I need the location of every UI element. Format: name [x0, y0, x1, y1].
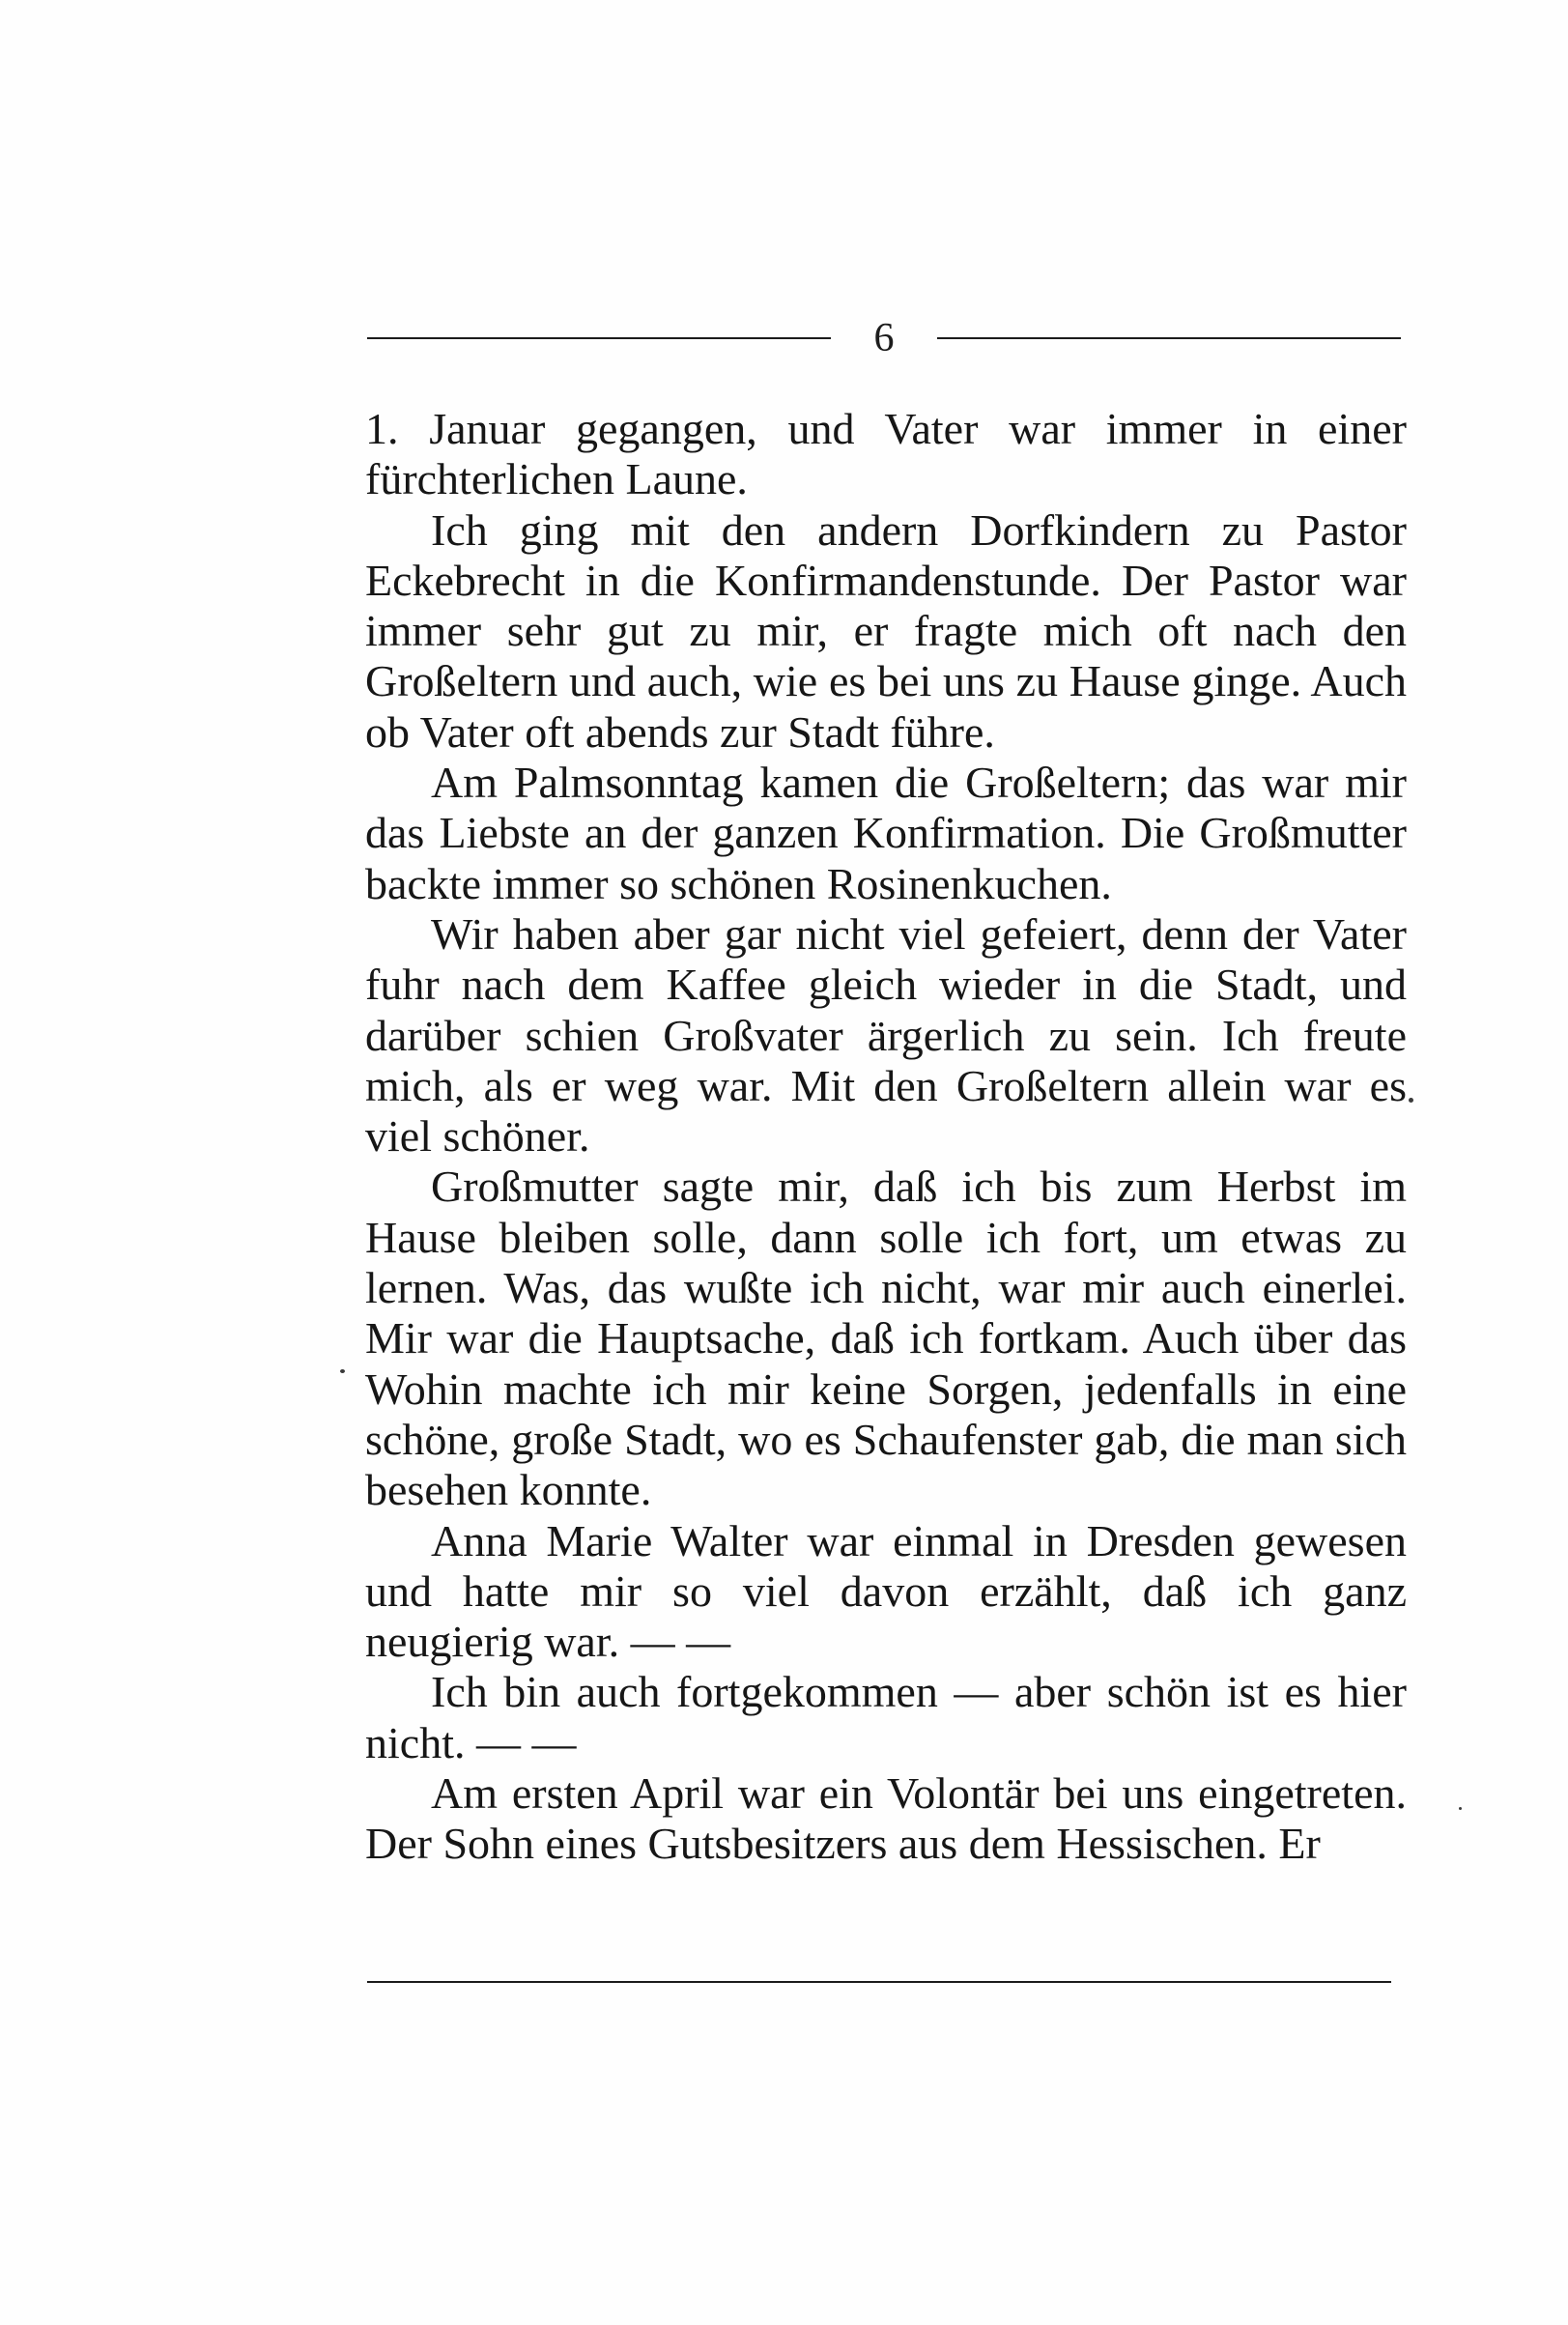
header-rule-right — [937, 337, 1401, 339]
paragraph: Am Palmsonntag kamen die Großeltern; das war mir das Liebste an der ganzen Konfirmation. Die Großmutter backte immer so schönen Rosinenkuchen. — [365, 758, 1407, 908]
paragraph: Großmutter sagte mir, daß ich bis zum Herbst im Hause bleiben solle, dann solle ich fort, um etwas zu lernen. Was, das wußte ich nicht, war mir auch einerlei. Mir war die Hauptsache, daß ich fortkam. Auch über das Wohin machte ich mir keine Sorgen, jedenfalls in eine schöne, große Stadt, wo es Schaufenster gab, die man sich besehen konnte. — [365, 1162, 1407, 1515]
page-number: 6 — [873, 316, 895, 360]
paragraph-continuation: 1. Januar gegangen, und Vater war immer in einer fürchterlichen Laune. — [365, 404, 1407, 504]
print-speck — [1409, 1098, 1413, 1103]
print-speck — [340, 1369, 345, 1373]
body-text — [365, 404, 1407, 1870]
paragraph: Am ersten April war ein Volontär bei uns eingetreten. Der Sohn eines Gutsbesitzers aus dem Hessischen. Er — [365, 1768, 1407, 1869]
print-speck — [1459, 1807, 1462, 1810]
paragraph: Ich bin auch fortgekommen — aber schön ist es hier nicht. — — — [365, 1667, 1407, 1767]
header-rule-left — [367, 337, 831, 339]
page-header — [367, 317, 1401, 359]
footer-rule — [367, 1981, 1391, 1983]
paragraph: Anna Marie Walter war einmal in Dresden gewesen und hatte mir so viel davon erzählt, daß ich ganz neugierig war. — — — [365, 1515, 1407, 1667]
paragraph: Wir haben aber gar nicht viel gefeiert, denn der Vater fuhr nach dem Kaffee gleich wieder in die Stadt, und darüber schien Großvater ärgerlich zu sein. Ich freute mich, als er weg war. Mit den Großeltern allein war es viel schöner. — [365, 908, 1407, 1162]
paragraph: Ich ging mit den andern Dorfkindern zu Pastor Eckebrecht in die Konfirmandenstunde. Der Pastor war immer sehr gut zu mir, er fragte mich oft nach den Großeltern und auch, wie es bei uns zu Hause ginge. Auch ob Vater oft abends zur Stadt führe. — [365, 504, 1407, 757]
